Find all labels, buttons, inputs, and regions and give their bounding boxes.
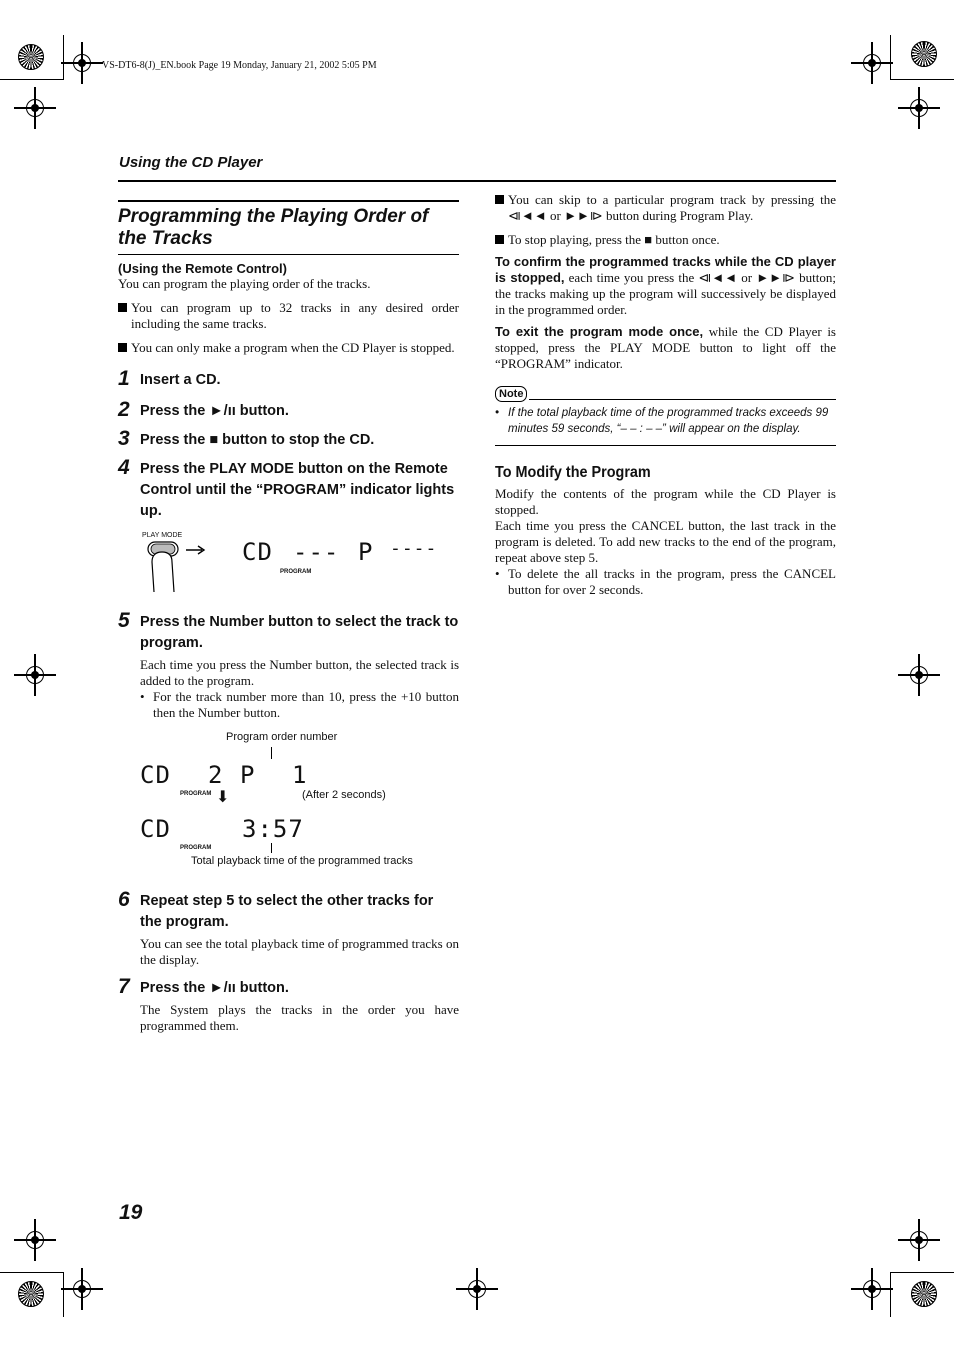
registration-disk-top-right xyxy=(911,41,937,67)
section-header: Using the CD Player xyxy=(119,154,263,171)
step-2 xyxy=(118,398,459,422)
page-title: Programming the Playing Order of the Tracks xyxy=(118,206,429,249)
crosshair-mark xyxy=(904,1225,934,1255)
step-title: Press the ►/ıı button. xyxy=(140,980,289,996)
crosshair-mark xyxy=(20,93,50,123)
step-body: You can see the total playback time of programmed tracks on the display. xyxy=(140,936,459,967)
step-title: Press the ►/ıı button. xyxy=(140,403,289,419)
caption-after: (After 2 seconds) xyxy=(302,789,386,801)
pointer-line xyxy=(271,747,272,759)
step-3 xyxy=(118,427,459,451)
left-column xyxy=(118,200,459,1034)
exit-paragraph xyxy=(495,324,836,372)
note-box xyxy=(495,386,836,446)
step-5 xyxy=(118,609,459,721)
finger-press-icon xyxy=(140,540,220,600)
crosshair-mark xyxy=(857,1274,887,1304)
step-title: Repeat step 5 to select the other tracks for the program. xyxy=(140,893,434,930)
display-dashes: ---- xyxy=(390,538,438,559)
bullet-item: To stop playing, press the ■ button once. xyxy=(495,232,836,248)
confirm-paragraph xyxy=(495,254,836,318)
program-indicator: PROGRAM xyxy=(180,845,212,851)
display-cd: CD xyxy=(140,761,171,789)
step-number: 4 xyxy=(118,456,130,479)
caption-total-time: Total playback time of the programmed tracks xyxy=(191,855,413,867)
note-header xyxy=(495,386,836,402)
step-dot-item: • For the track number more than 10, press the +10 button then the Number button. xyxy=(140,689,459,721)
display-track-number: 2 xyxy=(208,761,224,789)
program-display-figure xyxy=(118,731,459,891)
button-label: PLAY MODE xyxy=(142,532,183,539)
registration-disk-top-left xyxy=(18,44,44,70)
crosshair-mark xyxy=(67,1274,97,1304)
file-header: VS-DT6-8(J)_EN.book Page 19 Monday, January 21, 2002 5:05 PM xyxy=(102,60,377,71)
note-text: • If the total playback time of the programmed tracks exceeds 99 minutes 59 seconds, “– – : – –” will appear on the display. xyxy=(495,405,836,437)
registration-disk-bottom-right xyxy=(911,1281,937,1307)
confirm-body: each time you press the ⧏◄◄ or ►►⧐ button; the tracks making up the program will successively be displayed in the programmed order. xyxy=(495,270,836,317)
section-divider xyxy=(118,180,836,182)
display-order: 1 xyxy=(292,761,308,789)
bullet-item: You can only make a program when the CD Player is stopped. xyxy=(118,340,459,356)
exit-body: while the CD Player is stopped, press the PLAY MODE button to light off the “PROGRAM” indicator. xyxy=(495,324,836,371)
crosshair-mark xyxy=(904,93,934,123)
display-cd: CD xyxy=(242,538,273,566)
crosshair-mark xyxy=(20,660,50,690)
pointer-line xyxy=(271,843,272,853)
section-heading-box xyxy=(118,200,459,255)
crosshair-mark xyxy=(904,660,934,690)
step-title: Press the Number button to select the track to program. xyxy=(140,614,459,651)
display-time: 3:57 xyxy=(242,815,304,843)
crosshair-mark xyxy=(67,48,97,78)
crosshair-mark xyxy=(462,1274,492,1304)
confirm-lead: To confirm the programmed tracks while the CD player is stopped, xyxy=(495,254,836,285)
step-body: The System plays the tracks in the order you have programmed them. xyxy=(140,1002,459,1033)
step-number: 2 xyxy=(118,398,130,421)
down-arrow-icon: ⬇ xyxy=(216,787,230,806)
bullet-item: You can skip to a particular program track by pressing the ⧏◄◄ or ►►⧐ button during Program Play. xyxy=(495,192,836,224)
step-1 xyxy=(118,367,459,391)
step-4 xyxy=(118,456,459,522)
step-title: Press the ■ button to stop the CD. xyxy=(140,432,375,448)
display-cd: CD xyxy=(140,815,171,843)
modify-heading: To Modify the Program xyxy=(495,464,651,481)
note-rule xyxy=(529,399,836,400)
intro-text: You can program the playing order of the tracks. xyxy=(118,276,371,291)
exit-lead: To exit the program mode once, xyxy=(495,324,704,339)
bullet-item: You can program up to 32 tracks in any desired order including the same tracks. xyxy=(118,300,459,332)
step-number: 6 xyxy=(118,888,130,911)
play-mode-figure xyxy=(118,532,459,612)
page-number: 19 xyxy=(119,1201,143,1224)
program-indicator: PROGRAM xyxy=(180,791,212,797)
subtitle: (Using the Remote Control) xyxy=(118,261,287,276)
step-title: Insert a CD. xyxy=(140,372,221,388)
modify-paragraph: Each time you press the CANCEL button, the last track in the program is deleted. To add new tracks to the end of the program, repeat above step 5. xyxy=(495,518,836,565)
modify-dot-item: • To delete the all tracks in the program, press the CANCEL button for over 2 seconds. xyxy=(495,566,836,598)
program-indicator: PROGRAM xyxy=(280,569,312,575)
crosshair-mark xyxy=(20,1225,50,1255)
display-dashes: --- xyxy=(293,538,340,566)
display-p: P xyxy=(240,761,256,789)
step-title: Press the PLAY MODE button on the Remote Control until the “PROGRAM” indicator lights up. xyxy=(140,461,455,519)
crosshair-mark xyxy=(857,48,887,78)
step-number: 7 xyxy=(118,975,130,998)
registration-disk-bottom-left xyxy=(18,1281,44,1307)
note-badge: Note xyxy=(495,386,527,402)
step-number: 3 xyxy=(118,427,130,450)
step-6 xyxy=(118,888,459,968)
modify-paragraph: Modify the contents of the program while the CD Player is stopped. xyxy=(495,486,836,517)
right-column xyxy=(495,192,836,598)
step-7 xyxy=(118,975,459,1034)
display-p: P xyxy=(358,538,374,566)
caption-program-order: Program order number xyxy=(226,731,338,743)
step-number: 1 xyxy=(118,367,130,390)
step-number: 5 xyxy=(118,609,130,632)
step-body: Each time you press the Number button, the selected track is added to the program. xyxy=(140,657,459,688)
